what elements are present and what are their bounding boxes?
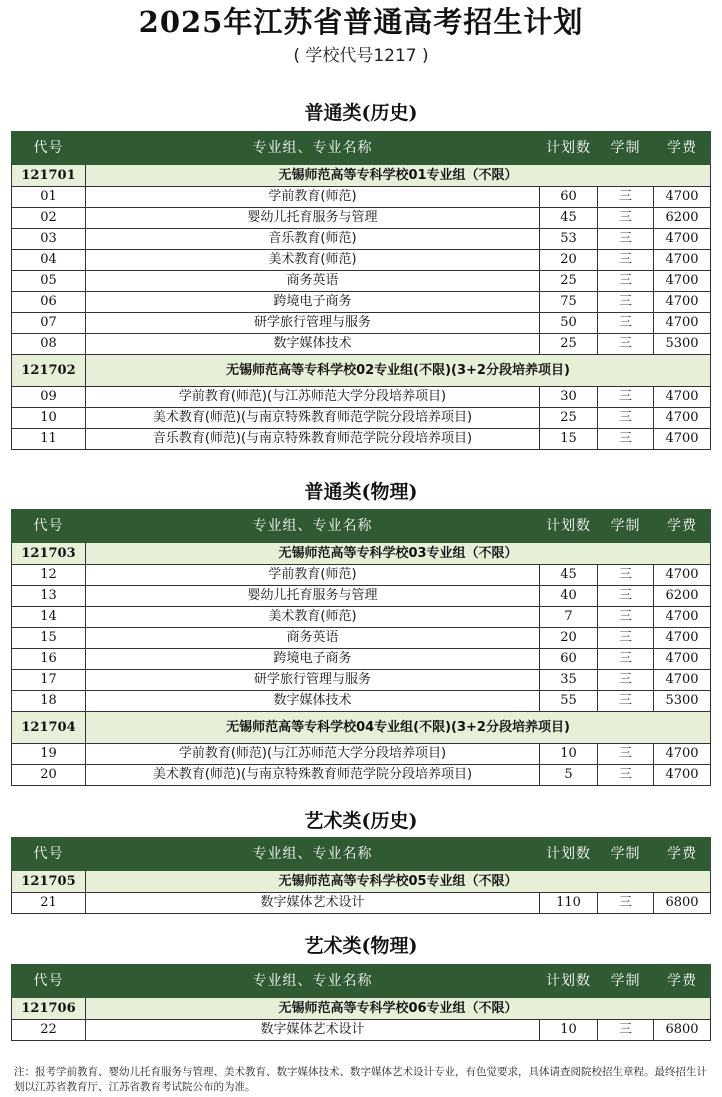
- header-fee: 学费: [654, 838, 711, 871]
- plan-count: 25: [540, 408, 598, 429]
- study-duration: 三: [598, 334, 654, 355]
- section-title: 艺术类(物理): [304, 935, 418, 957]
- study-duration: 三: [598, 765, 654, 786]
- major-name: 跨境电子商务: [86, 649, 540, 670]
- major-code: 14: [12, 607, 86, 628]
- study-duration: 三: [598, 408, 654, 429]
- major-code: 19: [12, 744, 86, 765]
- header-code: 代号: [12, 510, 86, 543]
- header-duration: 学制: [598, 838, 654, 871]
- major-code: 16: [12, 649, 86, 670]
- study-duration: 三: [598, 670, 654, 691]
- plan-count: 60: [540, 649, 598, 670]
- major-code: 13: [12, 586, 86, 607]
- major-name: 学前教育(师范): [86, 565, 540, 586]
- tuition-fee: 6200: [654, 208, 711, 229]
- header-code: 代号: [12, 132, 86, 165]
- tuition-fee: 4700: [654, 313, 711, 334]
- header-code: 代号: [12, 965, 86, 998]
- study-duration: 三: [598, 187, 654, 208]
- major-name: 研学旅行管理与服务: [86, 670, 540, 691]
- major-code: 12: [12, 565, 86, 586]
- plan-count: 35: [540, 670, 598, 691]
- table-row: [12, 670, 711, 691]
- plan-count: 53: [540, 229, 598, 250]
- table-row: [12, 586, 711, 607]
- major-name: 数字媒体技术: [86, 334, 540, 355]
- table-row: [12, 387, 711, 408]
- tuition-fee: 4700: [654, 429, 711, 450]
- table-row: [12, 565, 711, 586]
- header-duration: 学制: [598, 132, 654, 165]
- footnote: 注：报考学前教育、婴幼儿托育服务与管理、美术教育、数字媒体技术、数字媒体艺术设计专业，有色觉要求，具体请查阅院校招生章程。最终招生计划以江苏省教育厅、江苏省教育考试院公布的为准。: [14, 1066, 707, 1093]
- group-code: 121704: [12, 712, 86, 744]
- page-title: 2025年江苏省普通高考招生计划: [138, 5, 584, 39]
- plan-count: 25: [540, 271, 598, 292]
- major-code: 04: [12, 250, 86, 271]
- table-row: [12, 313, 711, 334]
- plan-count: 30: [540, 387, 598, 408]
- study-duration: 三: [598, 691, 654, 712]
- major-code: 09: [12, 387, 86, 408]
- group-code: 121705: [12, 871, 86, 893]
- tuition-fee: 4700: [654, 387, 711, 408]
- major-name: 学前教育(师范)(与江苏师范大学分段培养项目): [86, 387, 540, 408]
- table-row: [12, 229, 711, 250]
- table-row: [12, 649, 711, 670]
- tuition-fee: 4700: [654, 250, 711, 271]
- major-code: 06: [12, 292, 86, 313]
- header-plan: 计划数: [540, 965, 598, 998]
- study-duration: 三: [598, 607, 654, 628]
- header-duration: 学制: [598, 510, 654, 543]
- major-name: 美术教育(师范)(与南京特殊教育师范学院分段培养项目): [86, 765, 540, 786]
- major-name: 跨境电子商务: [86, 292, 540, 313]
- group-row: [12, 355, 711, 387]
- header-name: 专业组、专业名称: [86, 132, 540, 165]
- major-code: 01: [12, 187, 86, 208]
- major-code: 21: [12, 893, 86, 914]
- table-header-row: [12, 132, 711, 165]
- major-code: 02: [12, 208, 86, 229]
- group-name: 无锡师范高等专科学校03专业组（不限）: [86, 543, 711, 565]
- header-fee: 学费: [654, 510, 711, 543]
- tuition-fee: 5300: [654, 691, 711, 712]
- header-plan: 计划数: [540, 132, 598, 165]
- study-duration: 三: [598, 565, 654, 586]
- major-name: 美术教育(师范): [86, 250, 540, 271]
- plan-count: 45: [540, 565, 598, 586]
- tuition-fee: 4700: [654, 607, 711, 628]
- table-row: [12, 607, 711, 628]
- major-code: 17: [12, 670, 86, 691]
- study-duration: 三: [598, 250, 654, 271]
- group-row: [12, 712, 711, 744]
- study-duration: 三: [598, 744, 654, 765]
- table-row: [12, 334, 711, 355]
- major-name: 研学旅行管理与服务: [86, 313, 540, 334]
- major-name: 数字媒体技术: [86, 691, 540, 712]
- major-name: 商务英语: [86, 628, 540, 649]
- tuition-fee: 4700: [654, 229, 711, 250]
- header-fee: 学费: [654, 965, 711, 998]
- group-name: 无锡师范高等专科学校05专业组（不限）: [86, 871, 711, 893]
- tuition-fee: 6800: [654, 893, 711, 914]
- major-code: 07: [12, 313, 86, 334]
- study-duration: 三: [598, 292, 654, 313]
- study-duration: 三: [598, 271, 654, 292]
- section-title: 艺术类(历史): [304, 810, 418, 832]
- table-row: [12, 691, 711, 712]
- table-row: [12, 744, 711, 765]
- major-code: 11: [12, 429, 86, 450]
- plan-count: 25: [540, 334, 598, 355]
- table-header-row: [12, 510, 711, 543]
- plan-table: [11, 964, 711, 1041]
- section-title: 普通类(物理): [304, 481, 418, 503]
- table-row: [12, 1020, 711, 1041]
- group-code: 121701: [12, 165, 86, 187]
- plan-count: 75: [540, 292, 598, 313]
- plan-count: 5: [540, 765, 598, 786]
- study-duration: 三: [598, 649, 654, 670]
- header-name: 专业组、专业名称: [86, 510, 540, 543]
- table-row: [12, 187, 711, 208]
- major-code: 18: [12, 691, 86, 712]
- plan-table: [11, 837, 711, 914]
- plan-count: 110: [540, 893, 598, 914]
- tuition-fee: 4700: [654, 670, 711, 691]
- plan-count: 40: [540, 586, 598, 607]
- table-row: [12, 628, 711, 649]
- major-code: 03: [12, 229, 86, 250]
- major-name: 婴幼儿托育服务与管理: [86, 208, 540, 229]
- group-row: [12, 998, 711, 1020]
- group-row: [12, 543, 711, 565]
- major-name: 数字媒体艺术设计: [86, 893, 540, 914]
- major-code: 15: [12, 628, 86, 649]
- major-code: 20: [12, 765, 86, 786]
- table-row: [12, 765, 711, 786]
- study-duration: 三: [598, 1020, 654, 1041]
- major-name: 学前教育(师范): [86, 187, 540, 208]
- group-name: 无锡师范高等专科学校04专业组(不限)(3+2分段培养项目): [86, 712, 711, 744]
- plan-count: 55: [540, 691, 598, 712]
- tuition-fee: 4700: [654, 408, 711, 429]
- major-code: 10: [12, 408, 86, 429]
- group-name: 无锡师范高等专科学校06专业组（不限）: [86, 998, 711, 1020]
- group-name: 无锡师范高等专科学校01专业组（不限）: [86, 165, 711, 187]
- study-duration: 三: [598, 229, 654, 250]
- major-name: 婴幼儿托育服务与管理: [86, 586, 540, 607]
- major-name: 音乐教育(师范): [86, 229, 540, 250]
- major-code: 22: [12, 1020, 86, 1041]
- tuition-fee: 4700: [654, 292, 711, 313]
- tuition-fee: 4700: [654, 271, 711, 292]
- header-fee: 学费: [654, 132, 711, 165]
- tuition-fee: 4700: [654, 187, 711, 208]
- header-plan: 计划数: [540, 510, 598, 543]
- table-row: [12, 208, 711, 229]
- school-code-subtitle: ( 学校代号1217 ): [293, 46, 429, 66]
- study-duration: 三: [598, 313, 654, 334]
- header-name: 专业组、专业名称: [86, 838, 540, 871]
- tuition-fee: 4700: [654, 649, 711, 670]
- group-code: 121703: [12, 543, 86, 565]
- header-plan: 计划数: [540, 838, 598, 871]
- study-duration: 三: [598, 429, 654, 450]
- table-row: [12, 271, 711, 292]
- plan-count: 60: [540, 187, 598, 208]
- group-row: [12, 165, 711, 187]
- header-code: 代号: [12, 838, 86, 871]
- major-code: 08: [12, 334, 86, 355]
- plan-count: 50: [540, 313, 598, 334]
- table-row: [12, 250, 711, 271]
- tuition-fee: 4700: [654, 628, 711, 649]
- major-code: 05: [12, 271, 86, 292]
- study-duration: 三: [598, 208, 654, 229]
- table-header-row: [12, 838, 711, 871]
- plan-table: [11, 131, 711, 450]
- study-duration: 三: [598, 628, 654, 649]
- table-row: [12, 408, 711, 429]
- study-duration: 三: [598, 387, 654, 408]
- plan-count: 7: [540, 607, 598, 628]
- tuition-fee: 6800: [654, 1020, 711, 1041]
- plan-count: 10: [540, 1020, 598, 1041]
- table-row: [12, 893, 711, 914]
- tuition-fee: 4700: [654, 744, 711, 765]
- major-name: 商务英语: [86, 271, 540, 292]
- plan-count: 15: [540, 429, 598, 450]
- tuition-fee: 4700: [654, 765, 711, 786]
- tuition-fee: 5300: [654, 334, 711, 355]
- plan-count: 20: [540, 628, 598, 649]
- major-name: 美术教育(师范)(与南京特殊教育师范学院分段培养项目): [86, 408, 540, 429]
- group-code: 121706: [12, 998, 86, 1020]
- group-name: 无锡师范高等专科学校02专业组(不限)(3+2分段培养项目): [86, 355, 711, 387]
- plan-table: [11, 509, 711, 786]
- major-name: 音乐教育(师范)(与南京特殊教育师范学院分段培养项目): [86, 429, 540, 450]
- header-duration: 学制: [598, 965, 654, 998]
- tuition-fee: 6200: [654, 586, 711, 607]
- tuition-fee: 4700: [654, 565, 711, 586]
- major-name: 美术教育(师范): [86, 607, 540, 628]
- section-title: 普通类(历史): [304, 102, 418, 124]
- plan-count: 45: [540, 208, 598, 229]
- study-duration: 三: [598, 586, 654, 607]
- major-name: 学前教育(师范)(与江苏师范大学分段培养项目): [86, 744, 540, 765]
- table-header-row: [12, 965, 711, 998]
- group-row: [12, 871, 711, 893]
- study-duration: 三: [598, 893, 654, 914]
- plan-count: 20: [540, 250, 598, 271]
- table-row: [12, 429, 711, 450]
- header-name: 专业组、专业名称: [86, 965, 540, 998]
- major-name: 数字媒体艺术设计: [86, 1020, 540, 1041]
- group-code: 121702: [12, 355, 86, 387]
- plan-count: 10: [540, 744, 598, 765]
- table-row: [12, 292, 711, 313]
